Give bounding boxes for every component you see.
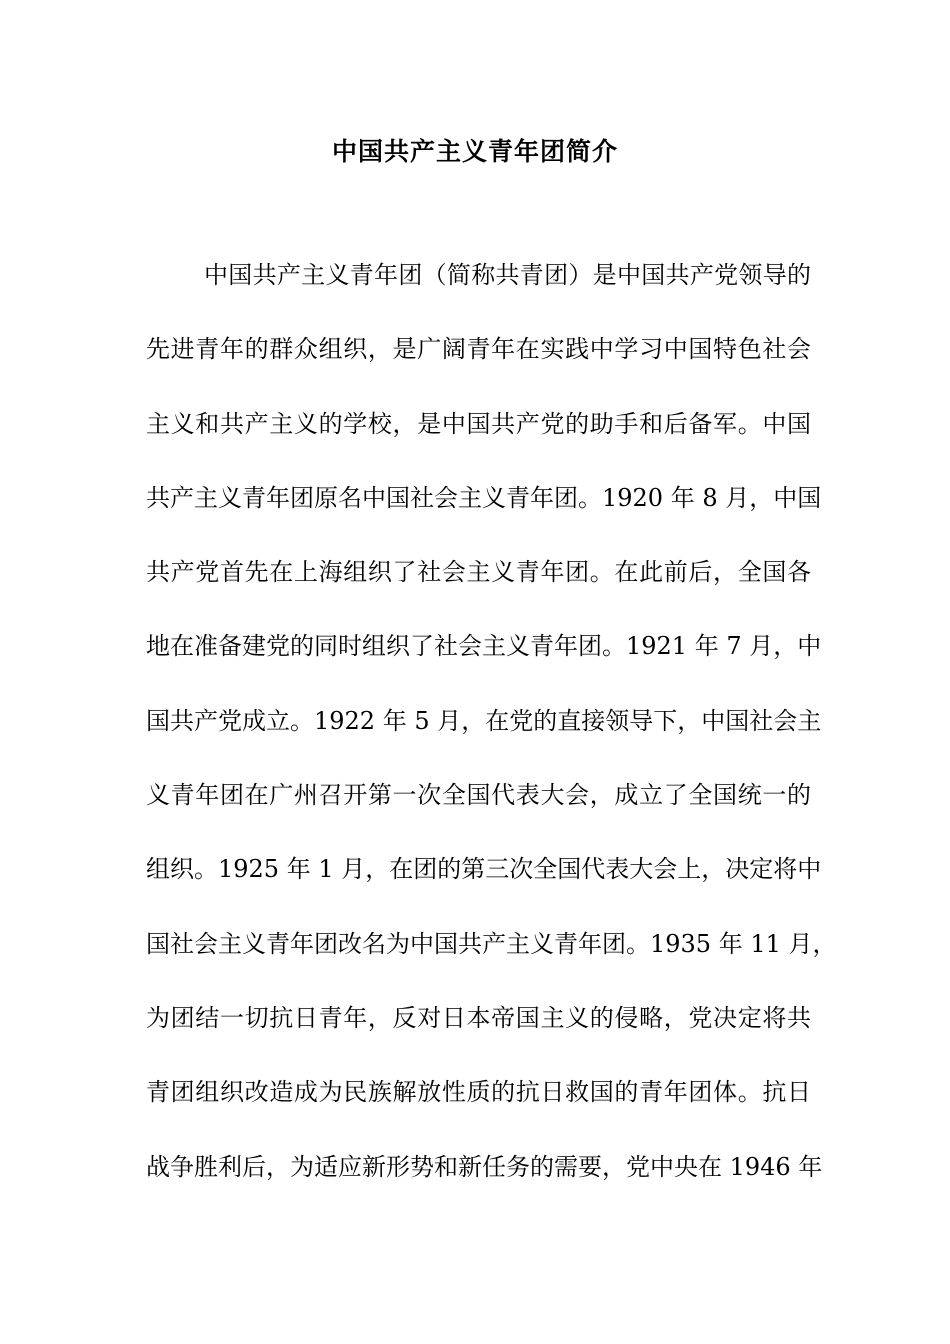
body-line: 先进青年的群众组织，是广阔青年在实践中学习中国特色社会 [146, 335, 811, 364]
body-line: 为团结一切抗日青年，反对日本帝国主义的侵略，党决定将共 [146, 1003, 811, 1032]
body-line: 主义和共产主义的学校，是中国共产党的助手和后备军。中国 [146, 409, 811, 438]
body-line: 青团组织改造成为民族解放性质的抗日救国的青年团体。抗日 [146, 1078, 811, 1107]
body-line: 地在准备建党的同时组织了社会主义青年团。1921 年 7 月，中 [146, 632, 822, 661]
body-line: 中国共产主义青年团（简称共青团）是中国共产党领导的 [204, 261, 811, 289]
body-line: 义青年团在广州召开第一次全国代表大会，成立了全国统一的 [146, 781, 811, 810]
body-line: 组织。1925 年 1 月，在团的第三次全国代表大会上，决定将中 [146, 855, 822, 884]
body-line: 战争胜利后，为适应新形势和新任务的需要，党中央在 1946 年 [146, 1152, 823, 1181]
document-body [146, 255, 837, 1221]
body-line: 国社会主义青年团改名为中国共产主义青年团。1935 年 11 月， [146, 929, 837, 958]
document-title: 中国共产主义青年团简介 [331, 137, 618, 166]
body-line: 共产主义青年团原名中国社会主义青年团。1920 年 8 月，中国 [146, 483, 822, 512]
body-line: 共产党首先在上海组织了社会主义青年团。在此前后，全国各 [146, 558, 811, 587]
body-line: 国共产党成立。1922 年 5 月，在党的直接领导下，中国社会主 [146, 706, 822, 735]
